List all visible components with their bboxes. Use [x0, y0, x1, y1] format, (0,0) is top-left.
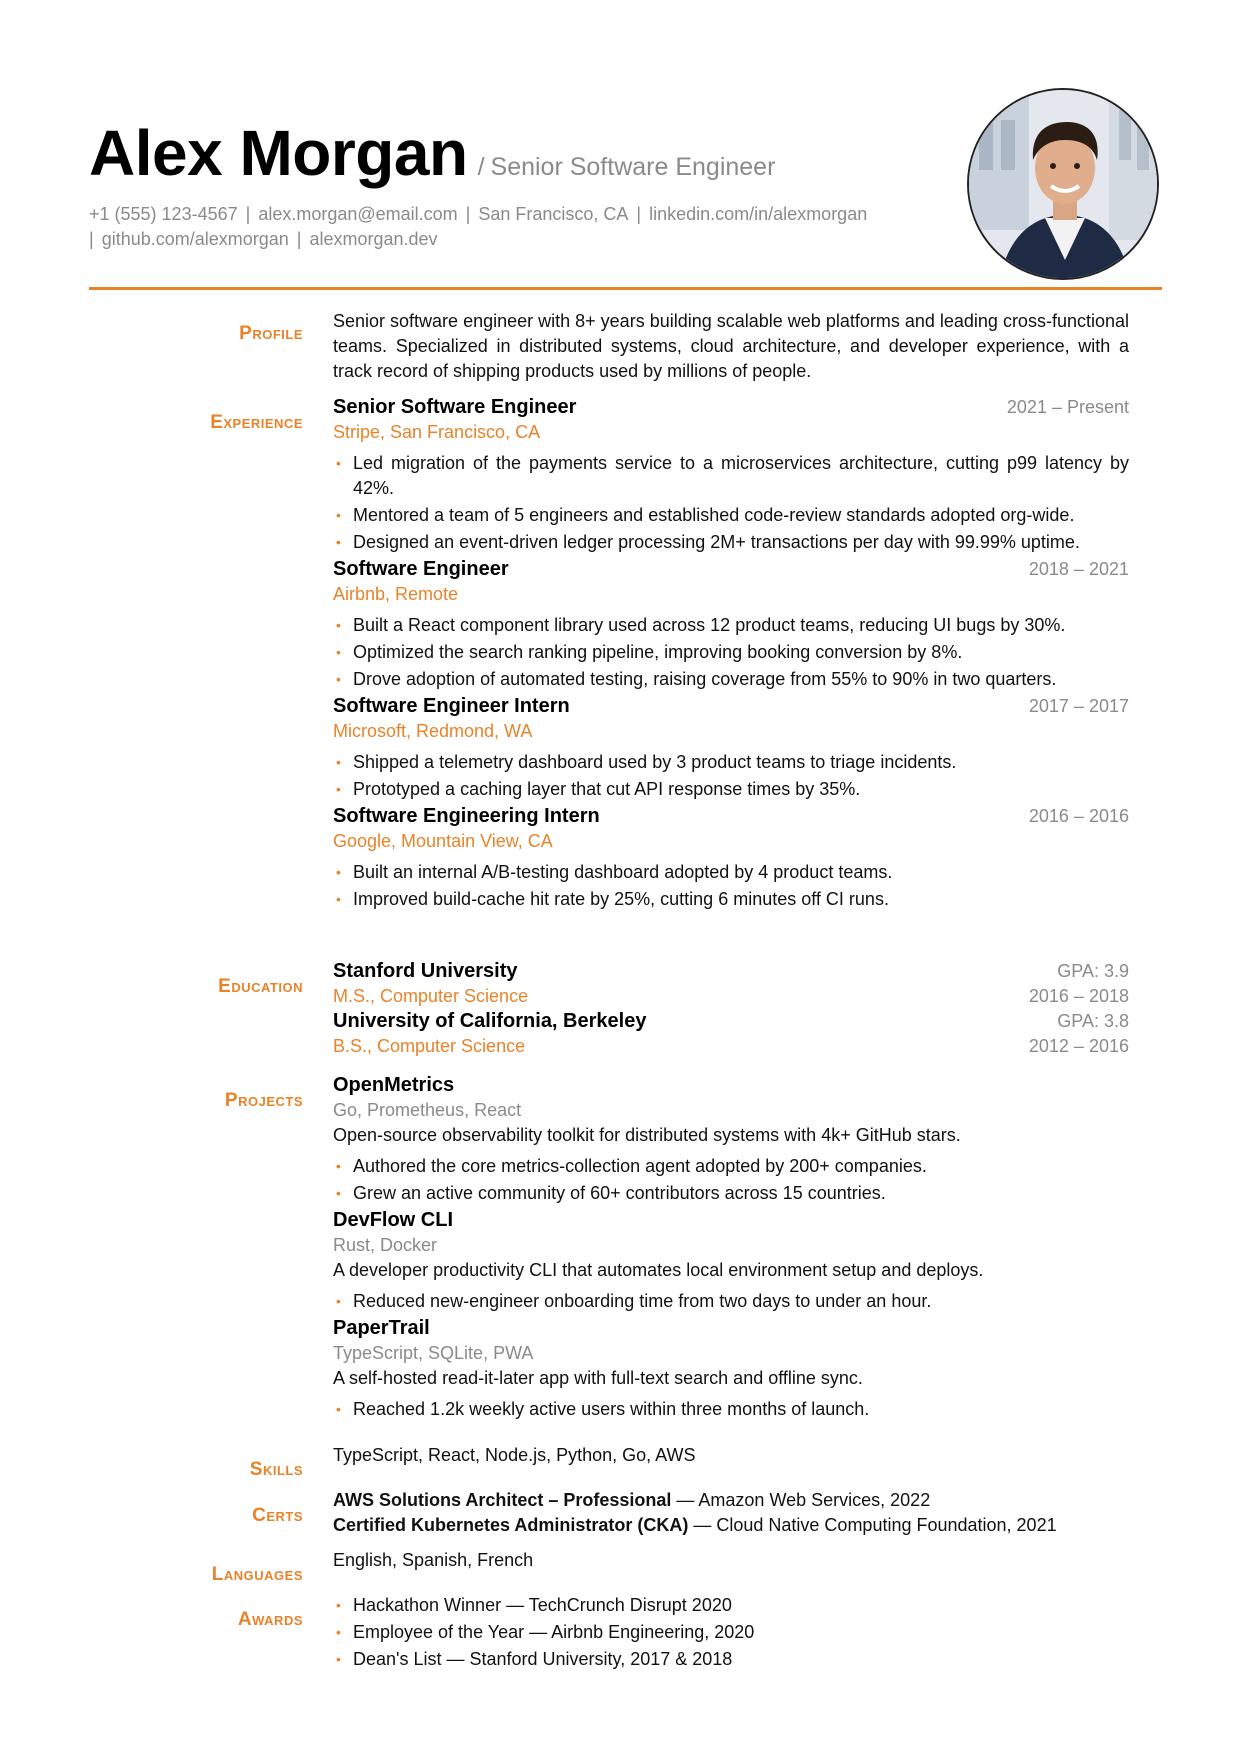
- job-bullets: [333, 750, 1129, 802]
- list-item: [333, 887, 1129, 912]
- project-desc: A self-hosted read-it-later app with full-text search and offline sync.: [333, 1368, 863, 1388]
- list-item: [333, 1593, 1129, 1618]
- section-label-education: Education: [218, 976, 303, 997]
- list-item: [333, 667, 1129, 692]
- school-degree: B.S., Computer Science: [333, 1036, 526, 1056]
- job-dates: 2017 – 2017: [1028, 696, 1129, 716]
- resume-header: [89, 118, 949, 252]
- job-title: Software Engineer Intern: [333, 695, 570, 717]
- cert-entry: [333, 1513, 1129, 1538]
- contact-separator: |: [89, 229, 94, 249]
- section-label-profile: Profile: [239, 323, 303, 344]
- bullet-text: Drove adoption of automated testing, raising coverage from 55% to 90% in two quarters.: [353, 669, 1057, 689]
- bullet-text: Improved build-cache hit rate by 25%, cutting 6 minutes off CI runs.: [353, 889, 889, 909]
- languages-text: English, Spanish, French: [333, 1550, 534, 1570]
- project-bullets: [333, 1289, 1129, 1314]
- experience-list: [333, 395, 1129, 914]
- list-item: [333, 451, 1129, 501]
- job-dates: 2018 – 2021: [1028, 559, 1129, 579]
- contact-phone: +1 (555) 123-4567: [89, 204, 238, 224]
- list-item: [333, 1154, 1129, 1179]
- job-entry: [333, 557, 1129, 692]
- list-item: [333, 640, 1129, 665]
- contact-location: San Francisco, CA: [478, 204, 629, 224]
- school-name: Stanford University: [333, 960, 518, 982]
- contact-separator: |: [245, 204, 251, 224]
- bullet-text: Reduced new-engineer onboarding time from two days to under an hour.: [353, 1291, 932, 1311]
- bullet-icon: •: [336, 671, 341, 687]
- bullet-icon: •: [336, 455, 341, 471]
- bullet-icon: •: [336, 754, 341, 770]
- bullet-icon: •: [336, 617, 341, 633]
- profile-photo: [967, 88, 1159, 280]
- project-entry: [333, 1208, 1129, 1314]
- contact-website: alexmorgan.dev: [309, 229, 438, 249]
- bullet-icon: •: [336, 644, 341, 660]
- school-dates: 2012 – 2016: [1028, 1036, 1129, 1056]
- project-desc: Open-source observability toolkit for distributed systems with 4k+ GitHub stars.: [333, 1125, 961, 1145]
- list-item: [333, 530, 1129, 555]
- bullet-icon: •: [336, 781, 341, 797]
- education-list: [333, 959, 1129, 1059]
- list-item: [333, 777, 1129, 802]
- bullet-text: Prototyped a caching layer that cut API response times by 35%.: [353, 779, 861, 799]
- contact-email: alex.morgan@email.com: [258, 204, 458, 224]
- school-gpa: GPA: 3.8: [1057, 1011, 1129, 1031]
- contact-separator: |: [296, 229, 302, 249]
- list-item: [333, 1620, 1129, 1645]
- bullet-text: Built an internal A/B-testing dashboard adopted by 4 product teams.: [353, 862, 893, 882]
- bullet-icon: •: [336, 1401, 341, 1417]
- list-item: [333, 1397, 1129, 1422]
- project-entry: [333, 1073, 1129, 1206]
- header-divider: [89, 287, 1162, 290]
- contact-info: [89, 202, 949, 252]
- job-dates: 2016 – 2016: [1028, 806, 1129, 826]
- list-item: [333, 613, 1129, 638]
- education-entry: [333, 959, 1129, 1009]
- bullet-text: Reached 1.2k weekly active users within three months of launch.: [353, 1399, 870, 1419]
- bullet-icon: •: [336, 1158, 341, 1174]
- section-label-projects: Projects: [224, 1090, 303, 1111]
- job-dates: 2021 – Present: [1006, 397, 1129, 417]
- school-name: University of California, Berkeley: [333, 1010, 647, 1032]
- school-dates: 2016 – 2018: [1028, 986, 1129, 1006]
- contact-separator: |: [636, 204, 642, 224]
- list-item: [333, 1289, 1129, 1314]
- project-desc: A developer productivity CLI that automates local environment setup and deploys.: [333, 1260, 984, 1280]
- bullet-text: Mentored a team of 5 engineers and established code-review standards adopted org-wide.: [353, 505, 1075, 525]
- candidate-name: Alex Morgan: [89, 117, 468, 189]
- job-entry: [333, 804, 1129, 912]
- bullet-icon: •: [336, 1624, 341, 1640]
- project-tech: Go, Prometheus, React: [333, 1100, 522, 1120]
- job-title: Senior Software Engineer: [490, 153, 776, 181]
- list-item: [333, 1181, 1129, 1206]
- school-degree: M.S., Computer Science: [333, 986, 529, 1006]
- education-entry: [333, 1009, 1129, 1059]
- job-title: Software Engineer: [333, 558, 509, 580]
- name-line: [89, 118, 949, 188]
- bullet-icon: •: [336, 1185, 341, 1201]
- bullet-text: Optimized the search ranking pipeline, improving booking conversion by 8%.: [353, 642, 963, 662]
- bullet-icon: •: [336, 891, 341, 907]
- section-label-languages: Languages: [211, 1564, 303, 1585]
- bullet-text: Dean's List — Stanford University, 2017 & 2018: [353, 1649, 733, 1669]
- bullet-text: Led migration of the payments service to a microservices architecture, cutting p99 latency by 42%.: [353, 453, 1129, 498]
- bullet-text: Authored the core metrics-collection agent adopted by 200+ companies.: [353, 1156, 927, 1176]
- bullet-text: Hackathon Winner — TechCrunch Disrupt 2020: [353, 1595, 732, 1615]
- job-bullets: [333, 860, 1129, 912]
- bullet-text: Employee of the Year — Airbnb Engineering, 2020: [353, 1622, 755, 1642]
- bullet-icon: •: [336, 1293, 341, 1309]
- list-item: [333, 1647, 1129, 1672]
- bullet-icon: •: [336, 1651, 341, 1667]
- skills-text: TypeScript, React, Node.js, Python, Go, AWS: [333, 1445, 696, 1465]
- cert-name: Certified Kubernetes Administrator (CKA): [333, 1515, 689, 1535]
- project-name: OpenMetrics: [333, 1074, 455, 1096]
- section-label-experience: Experience: [210, 412, 303, 433]
- project-tech: Rust, Docker: [333, 1235, 438, 1255]
- school-gpa: GPA: 3.9: [1057, 961, 1129, 981]
- project-name: DevFlow CLI: [333, 1209, 454, 1231]
- job-title: Software Engineering Intern: [333, 805, 600, 827]
- job-entry: [333, 395, 1129, 555]
- bullet-icon: •: [336, 534, 341, 550]
- cert-detail: — Amazon Web Services, 2022: [671, 1490, 931, 1510]
- section-label-certs: Certs: [252, 1505, 303, 1526]
- list-item: [333, 503, 1129, 528]
- bullet-icon: •: [336, 507, 341, 523]
- job-bullets: [333, 613, 1129, 692]
- job-title: Senior Software Engineer: [333, 396, 577, 418]
- bullet-text: Grew an active community of 60+ contributors across 15 countries.: [353, 1183, 886, 1203]
- section-label-awards: Awards: [237, 1609, 303, 1630]
- project-entry: [333, 1316, 1129, 1422]
- project-name: PaperTrail: [333, 1317, 430, 1339]
- job-company: Stripe, San Francisco, CA: [333, 422, 541, 442]
- cert-entry: [333, 1488, 1129, 1513]
- project-tech: TypeScript, SQLite, PWA: [333, 1343, 534, 1363]
- job-company: Microsoft, Redmond, WA: [333, 721, 533, 741]
- certs-list: [333, 1488, 1129, 1538]
- bullet-text: Shipped a telemetry dashboard used by 3 product teams to triage incidents.: [353, 752, 957, 772]
- awards-bullets: [333, 1593, 1129, 1672]
- job-entry: [333, 694, 1129, 802]
- profile-text: Senior software engineer with 8+ years building scalable web platforms and leading cross-functional teams. Specialized in distributed systems, cloud architecture, and developer experience, with a track record of shipping products used by millions of people.: [333, 311, 1129, 381]
- section-label-skills: Skills: [249, 1459, 303, 1480]
- bullet-text: Designed an event-driven ledger processing 2M+ transactions per day with 99.99% uptime.: [353, 532, 1080, 552]
- job-company: Airbnb, Remote: [333, 584, 459, 604]
- profile-photo-image: [969, 90, 1159, 280]
- job-company: Google, Mountain View, CA: [333, 831, 553, 851]
- contact-github: github.com/alexmorgan: [101, 229, 289, 249]
- list-item: [333, 860, 1129, 885]
- title-separator: /: [477, 153, 485, 181]
- contact-separator: |: [465, 204, 471, 224]
- cert-name: AWS Solutions Architect – Professional: [333, 1490, 672, 1510]
- cert-detail: — Cloud Native Computing Foundation, 2021: [688, 1515, 1057, 1535]
- list-item: [333, 750, 1129, 775]
- bullet-text: Built a React component library used across 12 product teams, reducing UI bugs by 30%.: [353, 615, 1066, 635]
- job-bullets: [333, 451, 1129, 555]
- project-bullets: [333, 1397, 1129, 1422]
- project-bullets: [333, 1154, 1129, 1206]
- awards-list: [333, 1593, 1129, 1674]
- contact-linkedin: linkedin.com/in/alexmorgan: [649, 204, 868, 224]
- bullet-icon: •: [336, 864, 341, 880]
- bullet-icon: •: [336, 1597, 341, 1613]
- projects-list: [333, 1073, 1129, 1424]
